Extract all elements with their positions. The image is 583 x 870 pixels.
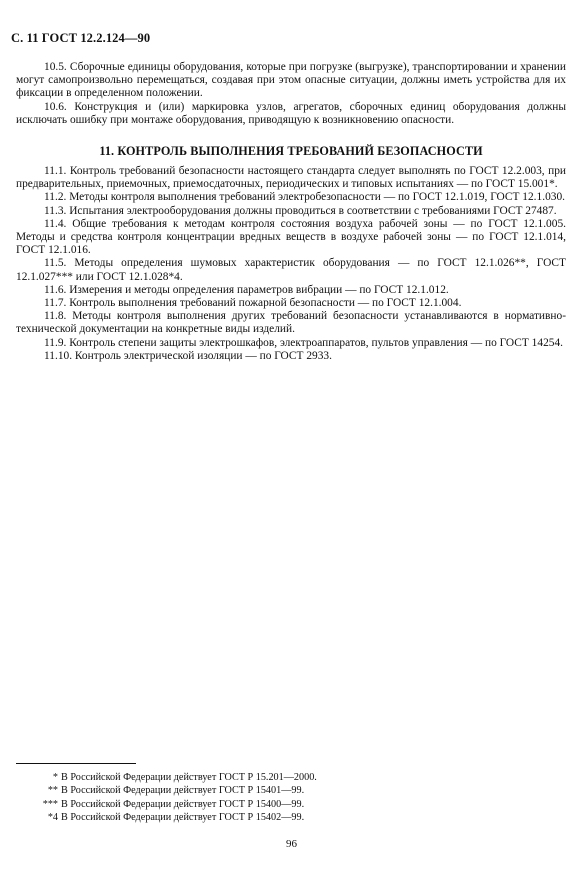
- page-number: 96: [286, 838, 297, 850]
- paragraph-11-9: 11.9. Контроль степени защиты электрошкафов, электроаппаратов, пультов управления — по ГОСТ 14254.: [44, 336, 564, 349]
- footnote-mark: *: [52, 772, 58, 783]
- footnotes: [16, 771, 416, 824]
- footnote-mark: ***: [42, 798, 58, 810]
- footnote: [16, 771, 416, 784]
- paragraph-11-10: 11.10. Контроль электрической изоляции — по ГОСТ 2933.: [44, 349, 332, 362]
- paragraph-11-5: 11.5. Методы определения шумовых характеристик оборудования — по ГОСТ 12.1.026**, ГОСТ 12.1.027*** или ГОСТ 12.1.028*4.: [16, 257, 566, 283]
- paragraph-10-5: 10.5. Сборочные единицы оборудования, которые при погрузке (выгрузке), транспортировании и хранении могут самопроизвольно перемещаться, создавая при этом опасные ситуации, должны иметь устройства для их фиксации в определенном положении.: [16, 61, 566, 100]
- footnote-text: В Российской Федерации действует ГОСТ Р 15400—99.: [61, 798, 305, 810]
- section-title: 11. КОНТРОЛЬ ВЫПОЛНЕНИЯ ТРЕБОВАНИЙ БЕЗОПАСНОСТИ: [99, 144, 483, 158]
- paragraph-11-2: 11.2. Методы контроля выполнения требований электробезопасности — по ГОСТ 12.1.019, ГОСТ 12.1.030.: [44, 191, 566, 204]
- footnote-mark: **: [47, 785, 58, 797]
- footnote-text: В Российской Федерации действует ГОСТ Р 15402—99.: [61, 811, 305, 823]
- footnote-text: В Российской Федерации действует ГОСТ Р 15.201—2000.: [61, 772, 317, 783]
- footnote: [16, 811, 416, 824]
- footnote-text: В Российской Федерации действует ГОСТ Р 15401—99.: [61, 785, 305, 797]
- paragraph-11-6: 11.6. Измерения и методы определения параметров вибрации — по ГОСТ 12.1.012.: [44, 283, 449, 296]
- footnote: [16, 798, 416, 811]
- running-head: С. 11 ГОСТ 12.2.124—90: [11, 31, 151, 45]
- paragraph-11-1: 11.1. Контроль требований безопасности настоящего стандарта следует выполнять по ГОСТ 12.2.003, при предварительных, приемочных, приемосдаточных, периодических и типовых испытаниях — по ГОСТ 15.001*.: [16, 165, 566, 191]
- footnote-mark: *4: [47, 811, 58, 823]
- paragraph-11-8: 11.8. Методы контроля выполнения других требований безопасности устанавливаются в нормативно-технической документации на конкретные виды изделий.: [16, 310, 566, 336]
- footnote-divider: [16, 763, 136, 764]
- section-paragraphs: [16, 165, 566, 363]
- footnote: [16, 784, 416, 797]
- paragraph-11-3: 11.3. Испытания электрооборудования должны проводиться в соответствии с требованиями ГОСТ 27487.: [44, 204, 557, 217]
- paragraph-11-7: 11.7. Контроль выполнения требований пожарной безопасности — по ГОСТ 12.1.004.: [44, 297, 462, 310]
- paragraph-10-6: 10.6. Конструкция и (или) маркировка узлов, агрегатов, сборочных единиц оборудования должны исключать ошибку при монтаже оборудования, приводящую к возникновению опасности.: [16, 100, 566, 126]
- paragraph-11-4: 11.4. Общие требования к методам контроля состояния воздуха рабочей зоны — по ГОСТ 12.1.005. Методы и средства контроля концентрации вредных веществ в воздухе рабочей зоны — по ГОСТ 12.1.014, ГОСТ 12.1.016.: [16, 217, 566, 257]
- top-paragraphs: [16, 61, 566, 127]
